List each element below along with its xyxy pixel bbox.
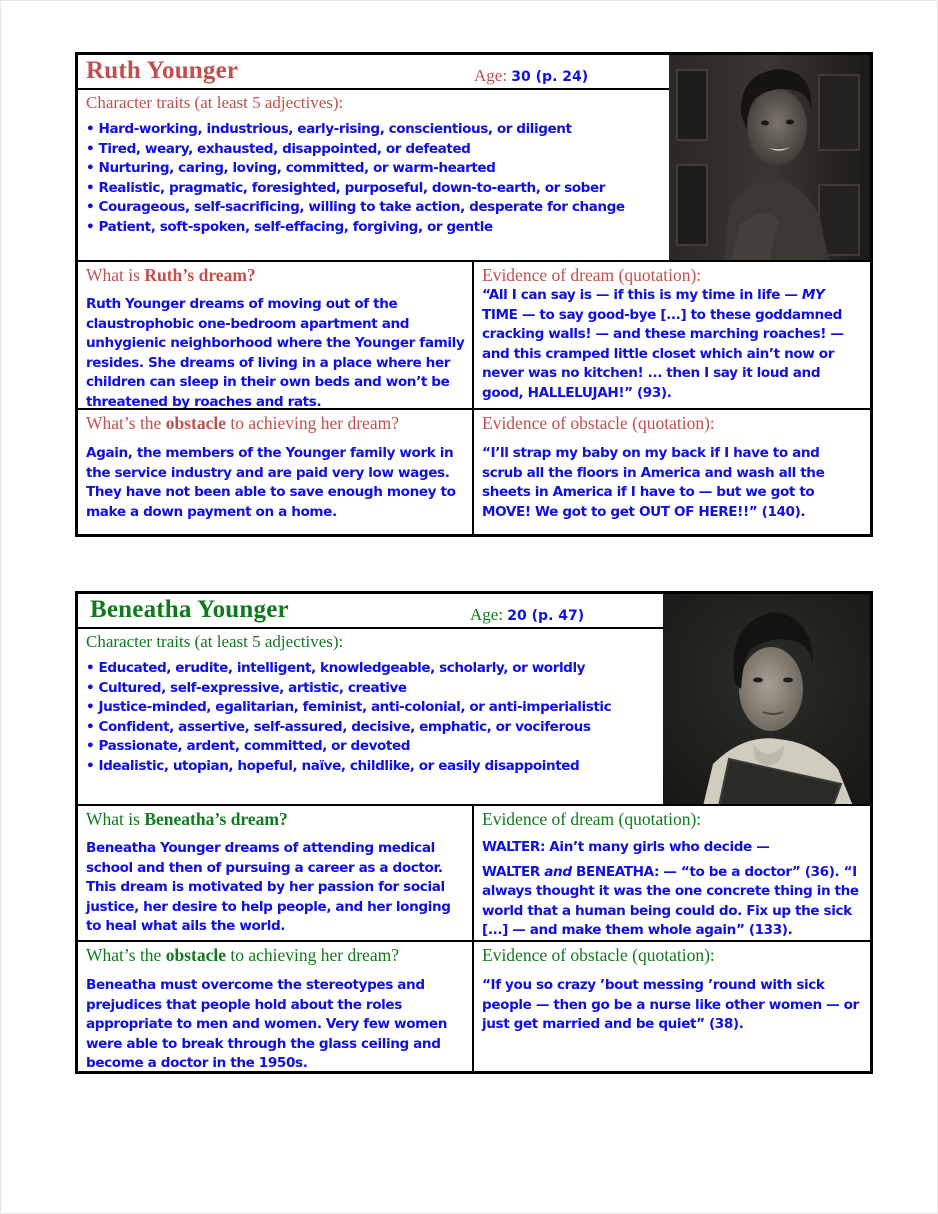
obstacle-answer: [86, 976, 466, 1071]
trait-item: • Confident, assertive, self-assured, decisive, emphatic, or vociferous: [86, 718, 591, 735]
dream-evidence-text: TIME — to say good-bye [...] to these goddamned cracking walls! — and these marching roaches! — and this cramped little closet which ain’t now or never was no kitchen! ... then I say it loud and good, HALLELUJAH!” (93).: [482, 306, 844, 401]
dream-evidence-cell: [472, 804, 870, 942]
dream-question-cell: [78, 804, 474, 942]
obstacle-evidence-text: “I’ll strap my baby on my back if I have to and scrub all the floors in America and wash all the sheets in America if I have to — but we got to MOVE! We got to get OUT OF HERE!!” (140).: [482, 445, 825, 520]
character-name: Beneatha Younger: [90, 596, 289, 623]
dream-evidence: [482, 286, 862, 404]
obstacle-evidence-cell: [472, 940, 870, 1071]
card-header: [78, 55, 672, 90]
obstacle-answer-text: Beneatha must overcome the stereotypes and prejudices that people hold about the roles appropriate to men and women. Very few women were able to break through the glass ceiling and become a doctor in the 1950s.: [86, 977, 448, 1071]
age-field: [474, 66, 588, 86]
dream-question-cell: [78, 260, 474, 410]
traits-label: Character traits (at least 5 adjectives):: [86, 93, 344, 112]
character-name: Ruth Younger: [86, 57, 239, 84]
obstacle-question-cell: [78, 408, 474, 534]
dream-evidence-label: Evidence of dream (quotation):: [482, 809, 702, 829]
obstacle-question: [86, 945, 399, 966]
dream-evidence-text: BENEATHA: — “to be a doctor” (36). “I always thought it was the one concrete thing in the world that a human being could do. Fix up the sick [...] — and make them whole again” (133).: [482, 863, 859, 939]
obstacle-evidence-cell: [472, 408, 870, 534]
character-card-beneatha: [75, 591, 873, 1074]
traits-section: [78, 629, 666, 806]
obstacle-question: [86, 413, 399, 434]
portrait-photo-ruth: [669, 55, 870, 260]
obstacle-evidence: [482, 444, 862, 522]
trait-item: • Hard-working, industrious, early-rising, conscientious, or diligent: [86, 121, 572, 137]
trait-item: • Patient, soft-spoken, self-effacing, forgiving, or gentle: [86, 218, 493, 235]
dream-evidence-line: WALTER: Ain’t many girls who decide —: [482, 839, 770, 855]
dream-question-emphasis: Beneatha’s dream?: [144, 809, 288, 829]
obstacle-answer-text: Again, the members of the Younger family work in the service industry and are paid very low wages. They have not been able to save enough money to make a down payment on a home.: [86, 445, 456, 520]
age-field: [470, 605, 584, 625]
portrait-image: [669, 55, 870, 260]
obstacle-evidence-label: Evidence of obstacle (quotation):: [482, 945, 715, 965]
dream-answer-text: Ruth Younger dreams of moving out of the claustrophobic one-bedroom apartment and unhygienic neighborhood where the Younger family resides. She dreams of living in a place where her children can sleep in their own beds and won’t be threatened by roaches and rats.: [86, 296, 465, 410]
dream-evidence-text: WALTER: [482, 863, 545, 880]
obstacle-question-prefix: What’s the: [86, 413, 166, 433]
obstacle-question-emphasis: obstacle: [165, 945, 226, 965]
trait-item: • Justice-minded, egalitarian, feminist, anti-colonial, or anti-imperialistic: [86, 699, 612, 716]
obstacle-answer: [86, 444, 466, 522]
dream-question: [86, 809, 288, 830]
dream-evidence-label: Evidence of dream (quotation):: [482, 265, 702, 285]
trait-item: • Tired, weary, exhausted, disappointed, or defeated: [86, 140, 471, 157]
obstacle-evidence: [482, 976, 862, 1035]
dream-question-prefix: What is: [86, 809, 145, 829]
age-value: 30 (p. 24): [511, 69, 589, 85]
traits-label: Character traits (at least 5 adjectives):: [86, 632, 344, 651]
obstacle-question-prefix: What’s the: [86, 945, 166, 965]
obstacle-question-emphasis: obstacle: [165, 413, 226, 433]
dream-question-prefix: What is: [86, 265, 145, 285]
dream-answer: [86, 295, 466, 410]
dream-evidence: [482, 838, 862, 941]
card-header: [78, 594, 666, 629]
obstacle-question-suffix: to achieving her dream?: [225, 413, 399, 433]
trait-item: • Passionate, ardent, committed, or devoted: [86, 738, 410, 755]
obstacle-question-suffix: to achieving her dream?: [225, 945, 399, 965]
trait-item: • Idealistic, utopian, hopeful, naïve, childlike, or easily disappointed: [86, 757, 580, 774]
obstacle-evidence-label: Evidence of obstacle (quotation):: [482, 413, 715, 433]
obstacle-question-cell: [78, 940, 474, 1071]
trait-item: • Cultured, self-expressive, artistic, creative: [86, 679, 407, 696]
dream-evidence-cell: [472, 260, 870, 410]
age-value: 20 (p. 47): [507, 608, 585, 624]
obstacle-evidence-text: “If you so crazy ’bout messing ’round with sick people — then go be a nurse like other women — or just get married and be quiet” (38).: [482, 977, 859, 1033]
dream-answer-text: Beneatha Younger dreams of attending medical school and then of pursuing a career as a doctor. This dream is motivated by her passion for social justice, her desire to help people, and her longing to heal what ails the world.: [86, 840, 451, 935]
trait-item: • Nurturing, caring, loving, committed, or warm-hearted: [86, 160, 496, 177]
traits-list: [86, 659, 611, 777]
dream-answer: [86, 839, 466, 937]
dream-evidence-italic: MY: [801, 287, 825, 303]
character-card-ruth: [75, 52, 873, 537]
dream-evidence-text: “All I can say is — if this is my time in life —: [482, 287, 802, 303]
dream-evidence-italic: and: [544, 863, 572, 880]
age-label: Age:: [474, 66, 508, 85]
traits-section: [78, 90, 672, 260]
portrait-image: [663, 594, 870, 806]
traits-list: [86, 120, 625, 238]
trait-item: • Realistic, pragmatic, foresighted, purposeful, down-to-earth, or sober: [86, 179, 605, 196]
trait-item: • Educated, erudite, intelligent, knowledgeable, scholarly, or worldly: [86, 660, 586, 676]
dream-question-emphasis: Ruth’s dream?: [144, 265, 256, 285]
portrait-photo-beneatha: [663, 594, 870, 806]
trait-item: • Courageous, self-sacrificing, willing to take action, desperate for change: [86, 199, 625, 216]
dream-question: [86, 265, 256, 286]
age-label: Age:: [470, 605, 504, 624]
